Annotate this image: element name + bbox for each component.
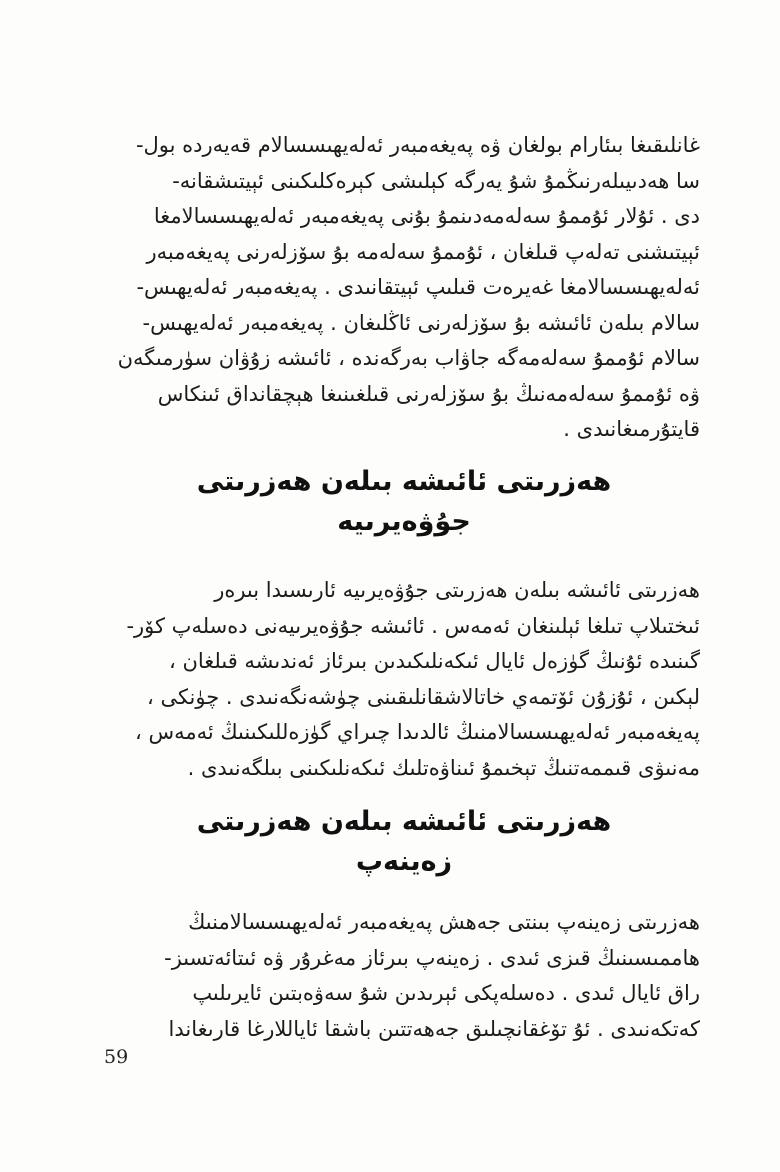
paragraph-line: قايتۇرمىغانىدى . [563,417,700,441]
page-number: 59 [104,1046,129,1068]
paragraph-line: پەيغەمبەر ئەلەيھىسسالامنىڭ ئالدىدا چىراي گۈزەللىكىنىڭ ئەمەس ، [134,720,700,744]
paragraph-1 [108,128,700,448]
paragraph-line: كەتكەنىدى . ئۇ تۆغقانچىلىق جەھەتتىن باشقا ئاياللارغا قارىغاندا [168,1016,700,1041]
paragraph-line: ۋە ئۇممۇ سەلەمەنىڭ بۇ سۆزلەرنى قىلغىنىغا ھېچقانداق ئىنكاس [157,381,700,406]
paragraph-line: ھاممىسىنىڭ قىزى ئىدى . زەينەپ بىرئاز مەغرۇر ۋە ئىتائەتسىز- [164,945,700,970]
paragraph-line: ئىختىلاپ تىلغا ئېلىنغان ئەمەس . ئائىشە جۇۋەيرىيەنى دەسلەپ كۆر- [126,613,700,638]
paragraph-2 [108,573,700,786]
paragraph-line: لېكىن ، ئۇزۇن ئۆتمەي خاتالاشقانلىقىنى چۈشەنگەنىدى . چۈنكى ، [146,684,700,709]
paragraph-line: دى . ئۇلار ئۇممۇ سەلەمەدىنمۇ بۇنى پەيغەمبەر ئەلەيھىسسالامغا [153,204,700,228]
paragraph-line: ھەزرىتى زەينەپ بىنتى جەھش پەيغەمبەر ئەلەيھىسسالامنىڭ [188,910,700,934]
paragraph-line: سالام بىلەن ئائىشە بۇ سۆزلەرنى ئاڭلىغان . پەيغەمبەر ئەلەيھىس- [142,310,700,335]
heading-line: زەينەپ [355,846,453,877]
heading-line: ھەزرىتى ئائىشە بىلەن ھەزرىتى [196,466,612,497]
paragraph-line: ئەلەيھىسسالامغا غەيرەت قىلىپ ئېيتقانىدى . پەيغەمبەر ئەلەيھىس- [136,275,700,299]
paragraph-line: غانلىقىغا بىئارام بولغان ۋە پەيغەمبەر ئەلەيھىسسالام قەيەردە بول- [135,133,700,157]
paragraph-line: سالام ئۇممۇ سەلەمەگە جاۋاب بەرگەندە ، ئائىشە زۇۋان سۈرمىگەن [117,346,700,370]
heading-line: ھەزرىتى ئائىشە بىلەن ھەزرىتى [196,806,612,837]
paragraph-line: ئېيتىشنى تەلەپ قىلغان ، ئۇممۇ سەلەمە بۇ سۆزلەرنى پەيغەمبەر [146,239,700,264]
paragraph-3 [108,905,700,1047]
paragraph-line: ھەزرىتى ئائىشە بىلەن ھەزرىتى جۇۋەيرىيە ئارىسىدا بىرەر [214,578,700,602]
paragraph-line: راق ئايال ئىدى . دەسلەپكى ئېرىدىن شۇ سەۋەبتىن ئايرىلىپ [192,981,700,1005]
paragraph-line: مەنىۋى قىممەتنىڭ تېخىمۇ ئىناۋەتلىك ئىكەنلىكىنى بىلگەنىدى . [187,755,700,780]
section-heading-2 [108,802,700,882]
section-heading-1 [108,462,700,542]
heading-line: جۇۋەيرىيە [337,506,471,537]
paragraph-line: گىنىدە ئۇنىڭ گۈزەل ئايال ئىكەنلىكىدىن بىرئاز ئەندىشە قىلغان ، [169,649,700,673]
paragraph-line: سا ھەدىيىلەرنىڭمۇ شۇ يەرگە كېلىشى كېرەكلىكىنى ئېيتىشقانە- [172,168,700,193]
